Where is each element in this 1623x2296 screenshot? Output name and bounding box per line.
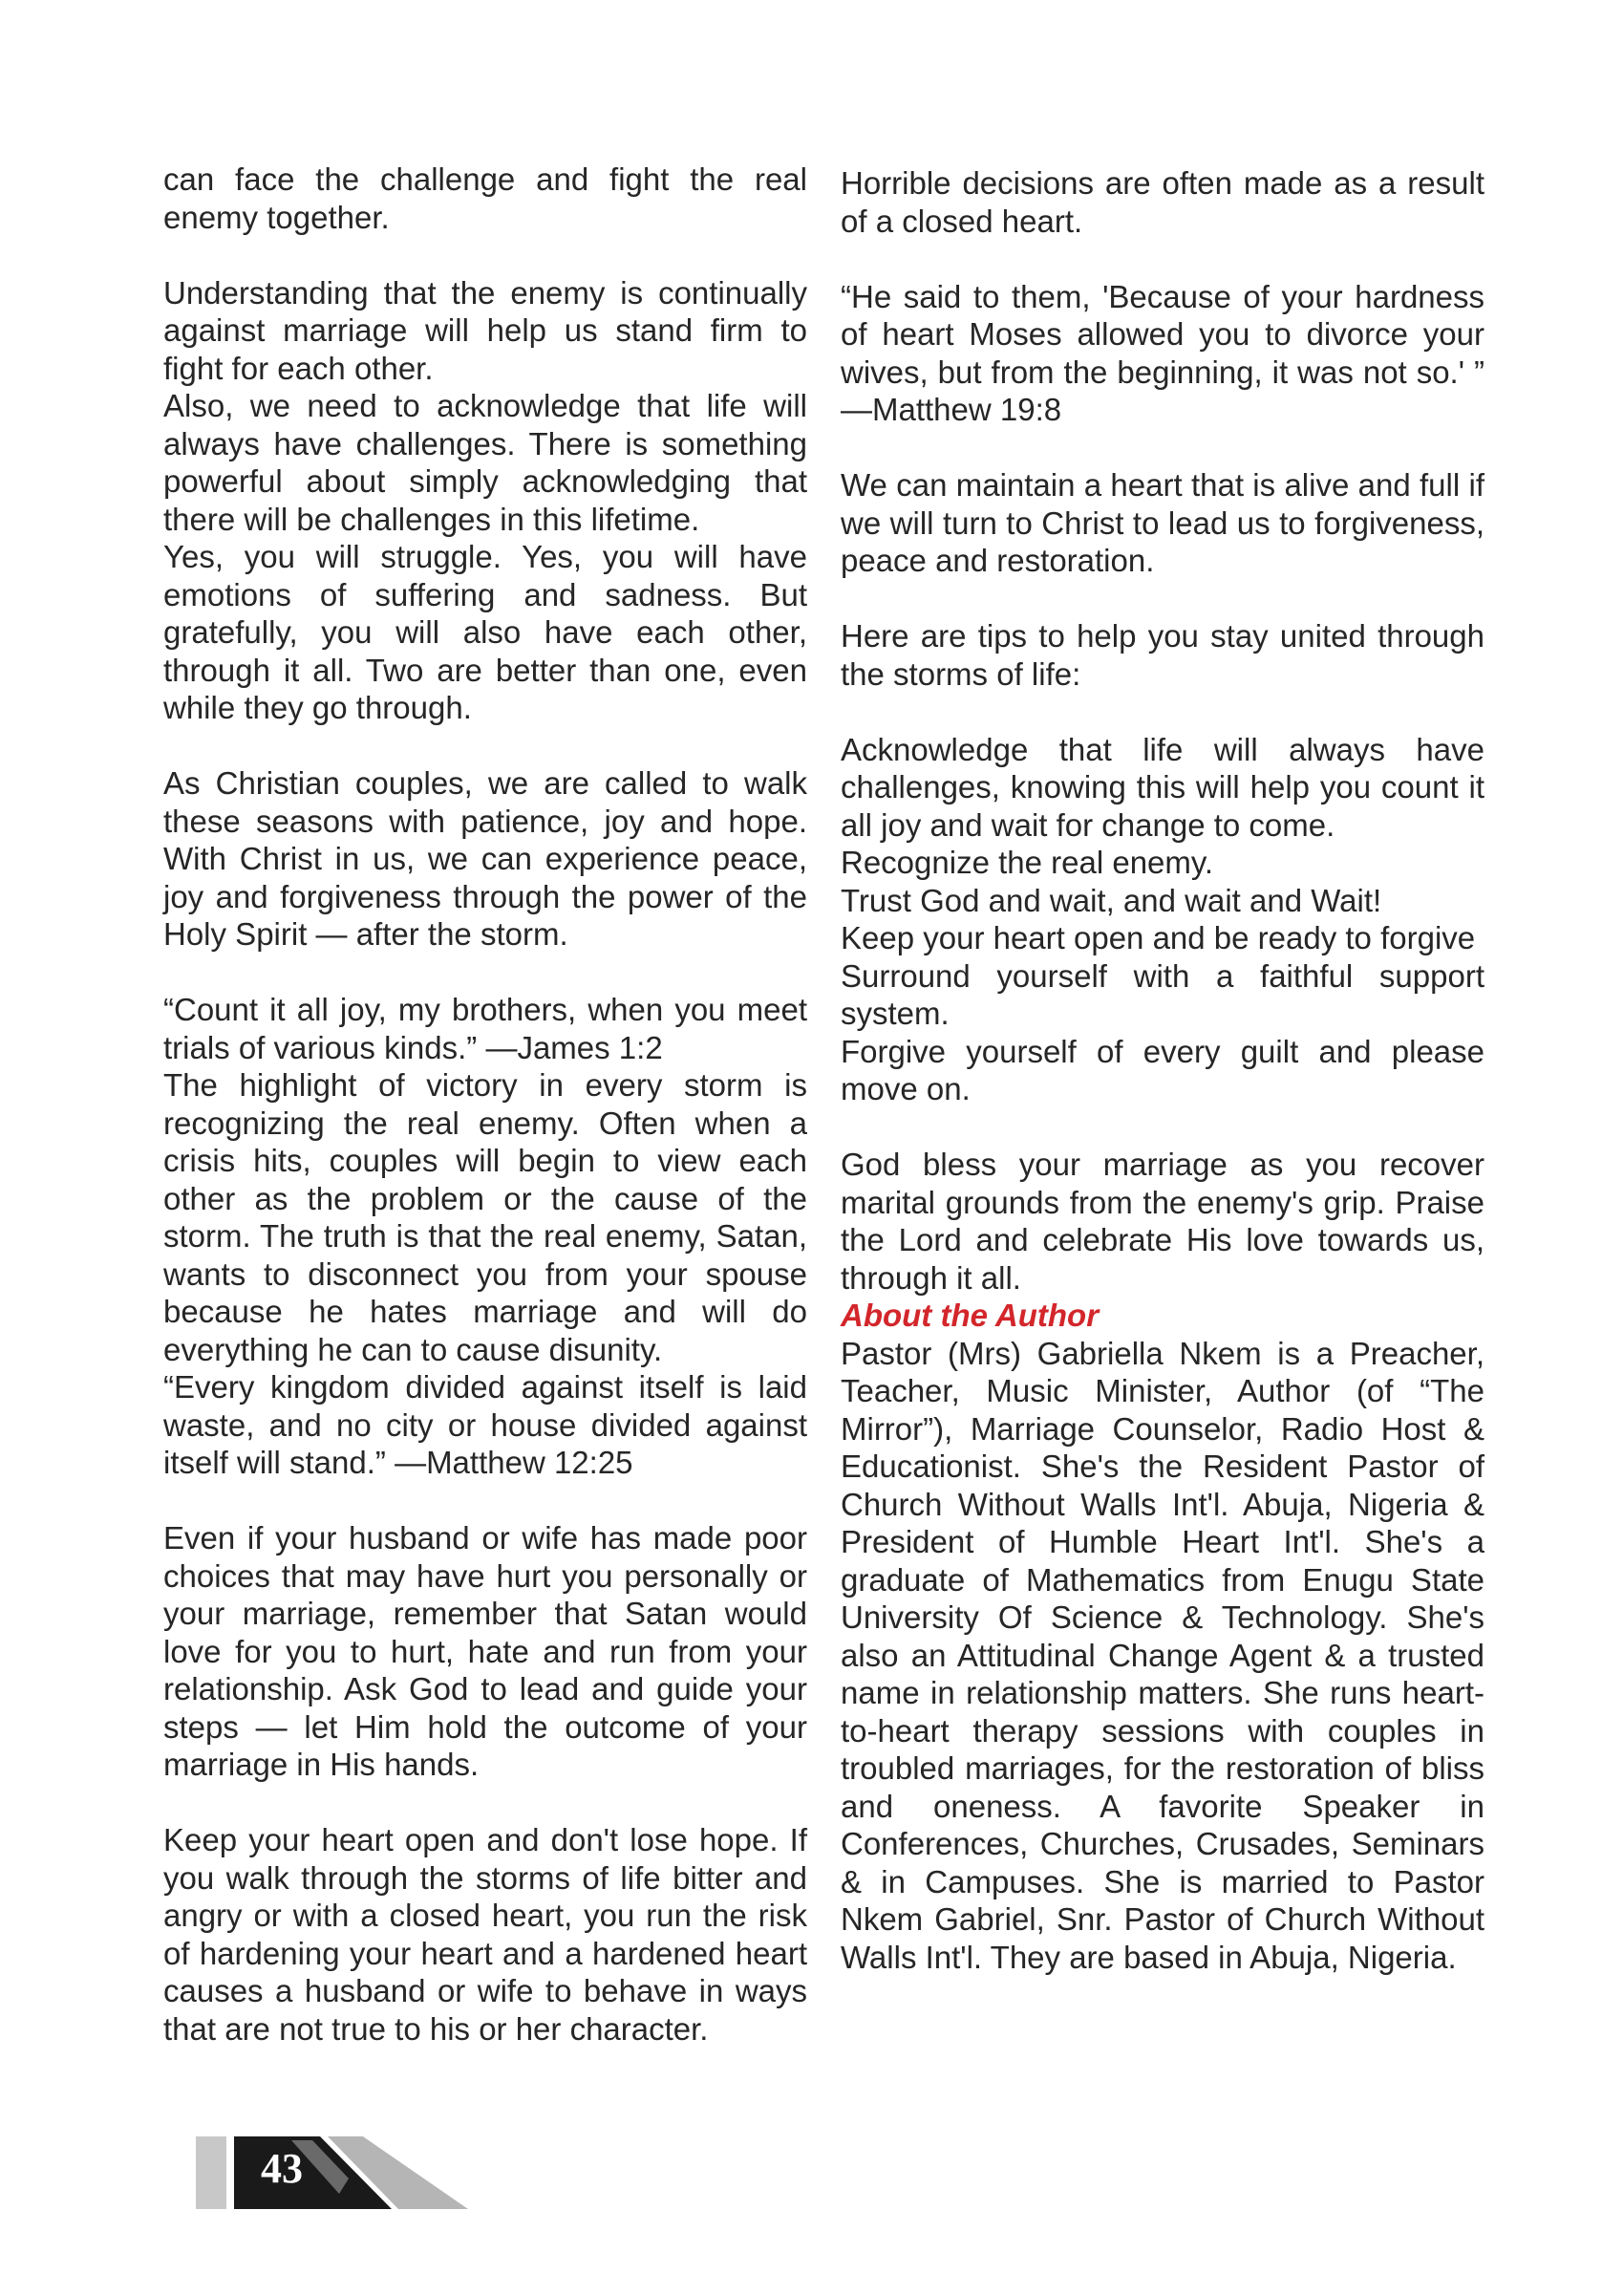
paragraph: Here are tips to help you stay united through the storms of life: bbox=[841, 618, 1484, 692]
paragraph: Yes, you will struggle. Yes, you will have emotions of suffering and sadness. But gratefully, you will also have each other, through it all. Two are better than one, even while they go through. bbox=[163, 539, 807, 725]
tip-item: Keep your heart open and be ready to forgive bbox=[841, 920, 1476, 955]
left-column bbox=[163, 161, 807, 2048]
bible-quote: “Every kingdom divided against itself is laid waste, and no city or house divided against itself will stand.” —Matthew 12:25 bbox=[163, 1369, 807, 1480]
tip-item: Recognize the real enemy. bbox=[841, 845, 1214, 880]
footer-gray-tab bbox=[196, 2136, 226, 2209]
bible-quote: “He said to them, 'Because of your hardness of heart Moses allowed you to divorce your wives, but from the beginning, it was not so.' ” —Matthew 19:8 bbox=[841, 278, 1484, 427]
paragraph: Understanding that the enemy is continually against marriage will help us stand firm to fight for each other. bbox=[163, 274, 807, 386]
about-author-text: Pastor (Mrs) Gabriella Nkem is a Preacher, Teacher, Music Minister, Author (of “The Mirror”), Marriage Counselor, Radio Host & Educationist. She's the Resident Pastor of Church Without Walls Int'l. Abuja, Nigeria & President of Humble Heart Int'l. She's a graduate of Mathematics from Enugu State University Of Science & Technology. She's also an Attitudinal Change Agent & a trusted name in relationship matters. She runs heart-to-heart therapy sessions with couples in troubled marriages, for the restoration of bliss and oneness. A favorite Speaker in Conferences, Churches, Crusades, Seminars & in Campuses. She is married to Pastor Nkem Gabriel, Snr. Pastor of Church Without Walls Int'l. They are based in Abuja, Nigeria. bbox=[841, 1335, 1484, 1975]
paragraph: Also, we need to acknowledge that life will always have challenges. There is something powerful about simply acknowledging that there will be challenges in this lifetime. bbox=[163, 388, 807, 537]
paragraph: Keep your heart open and don't lose hope. If you walk through the storms of life bitter and angry or with a closed heart, you run the risk of hardening your heart and a hardened heart causes a husband or wife to behave in ways that are not true to his or her character. bbox=[163, 1822, 807, 2047]
bible-quote: “Count it all joy, my brothers, when you meet trials of various kinds.” —James 1:2 bbox=[163, 992, 807, 1065]
paragraph: God bless your marriage as you recover marital grounds from the enemy's grip. Praise the Lord and celebrate His love towards us, through it all. bbox=[841, 1147, 1484, 1296]
about-author-heading: About the Author bbox=[841, 1298, 1100, 1333]
paragraph: Horrible decisions are often made as a result of a closed heart. bbox=[841, 165, 1484, 239]
tip-item: Surround yourself with a faithful support system. bbox=[841, 957, 1484, 1031]
page-footer bbox=[196, 2136, 473, 2209]
paragraph: As Christian couples, we are called to walk these seasons with patience, joy and hope. With Christ in us, we can experience peace, joy and forgiveness through the power of the Holy Spirit — after the storm. bbox=[163, 765, 807, 952]
paragraph: We can maintain a heart that is alive and full if we will turn to Christ to lead us to forgiveness, peace and restoration. bbox=[841, 467, 1484, 578]
tips-list bbox=[841, 731, 1484, 1108]
paragraph: can face the challenge and fight the real enemy together. bbox=[163, 161, 807, 235]
paragraph: Even if your husband or wife has made poor choices that may have hurt you personally or your marriage, remember that Satan would love for you to hurt, hate and run from your relationship. Ask God to lead and guide your steps — let Him hold the outcome of your marriage in His hands. bbox=[163, 1520, 807, 1782]
tip-item: Acknowledge that life will always have challenges, knowing this will help you count it all joy and wait for change to come. bbox=[841, 731, 1484, 843]
paragraph: The highlight of victory in every storm is recognizing the real enemy. Often when a crisis hits, couples will begin to view each other as the problem or the cause of the storm. The truth is that the real enemy, Satan, wants to disconnect you from your spouse because he hates marriage and will do everything he can to cause disunity. bbox=[163, 1067, 807, 1367]
tip-item: Trust God and wait, and wait and Wait! bbox=[841, 882, 1382, 918]
right-column bbox=[841, 164, 1484, 1976]
tip-item: Forgive yourself of every guilt and please move on. bbox=[841, 1033, 1484, 1106]
page-number: 43 bbox=[261, 2145, 303, 2192]
